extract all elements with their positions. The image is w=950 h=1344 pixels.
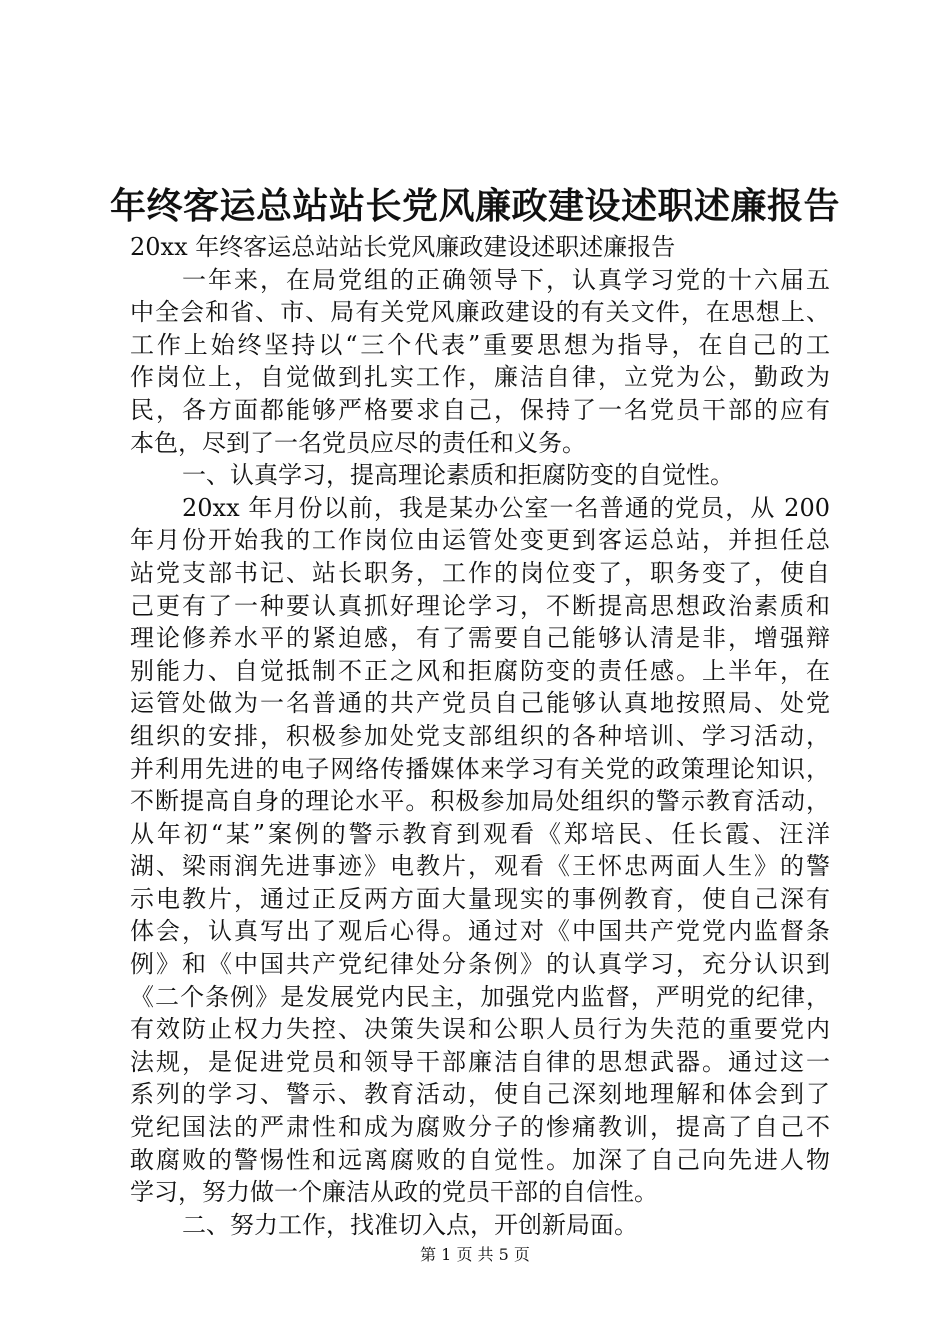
text-line: 敢腐败的警惕性和远离腐败的自觉性。加深了自己向先进人物 (130, 1145, 830, 1174)
text-line: 组织的安排，积极参加处党支部组织的各种培训、学习活动， (130, 721, 830, 750)
text-line: 从年初“某”案例的警示教育到观看《郑培民、任长霞、汪洋 (130, 819, 830, 848)
text-line: 站党支部书记、站长职务，工作的岗位变了，职务变了，使自 (130, 558, 830, 587)
text-line: 不断提高自身的理论水平。积极参加局处组织的警示教育活动， (130, 787, 830, 816)
text-line: 湖、梁雨润先进事迹》电教片，观看《王怀忠两面人生》的警 (130, 852, 830, 881)
text-line: 运管处做为一名普通的共产党员自己能够认真地按照局、处党 (130, 689, 830, 718)
text-line: 有效防止权力失控、决策失误和公职人员行为失范的重要党内 (130, 1015, 830, 1044)
document-title: 年终客运总站站长党风廉政建设述职述廉报告 (109, 185, 840, 227)
text-line: 《二个条例》是发展党内民主，加强党内监督，严明党的纪律， (130, 982, 830, 1011)
text-line: 一年来，在局党组的正确领导下，认真学习党的十六届五 (182, 265, 830, 294)
text-line: 体会，认真写出了观后心得。通过对《中国共产党党内监督条 (130, 917, 830, 946)
document-body (130, 231, 830, 1241)
text-line: 系列的学习、警示、教育活动，使自己深刻地理解和体会到了 (130, 1080, 830, 1109)
section-heading-2 (130, 1209, 830, 1242)
text-line: 民，各方面都能够严格要求自己，保持了一名党员干部的应有 (130, 395, 830, 424)
text-line: 己更有了一种要认真抓好理论学习，不断提高思想政治素质和 (130, 591, 830, 620)
text-line: 别能力、自觉抵制不正之风和拒腐防变的责任感。上半年，在 (130, 656, 830, 685)
text-line: 学习，努力做一个廉洁从政的党员干部的自信性。 (130, 1178, 658, 1207)
text-line: 理论修养水平的紧迫感，有了需要自己能够认清是非，增强辩 (130, 624, 830, 653)
text-line: 并利用先进的电子网络传播媒体来学习有关党的政策理论知识， (130, 754, 830, 783)
document-subtitle (130, 231, 830, 264)
text-line: 中全会和省、市、局有关党风廉政建设的有关文件，在思想上、 (130, 298, 830, 327)
text-line: 工作上始终坚持以“三个代表”重要思想为指导，在自己的工 (130, 330, 830, 359)
text-line: 本色，尽到了一名党员应尽的责任和义务。 (130, 428, 586, 457)
subtitle-line: 20xx 年终客运总站站长党风廉政建设述职述廉报告 (130, 233, 676, 261)
paragraph-intro (130, 264, 830, 460)
text-line: 示电教片，通过正反两方面大量现实的事例教育，使自己深有 (130, 884, 830, 913)
heading-line: 二、努力工作，找准切入点，开创新局面。 (182, 1210, 638, 1239)
text-line: 年月份开始我的工作岗位由运管处变更到客运总站，并担任总 (130, 526, 830, 555)
text-line: 例》和《中国共产党纪律处分条例》的认真学习，充分认识到 (130, 950, 830, 979)
text-line: 党纪国法的严肃性和成为腐败分子的惨痛教训，提高了自己不 (130, 1113, 830, 1142)
text-line: 法规，是促进党员和领导干部廉洁自律的思想武器。通过这一 (130, 1047, 830, 1076)
text-line: 20xx 年月份以前，我是某办公室一名普通的党员，从 200 (182, 493, 830, 522)
paragraph-study (130, 492, 830, 1209)
page-number-footer: 第 1 页 共 5 页 (420, 1245, 530, 1264)
section-heading-1 (130, 459, 830, 492)
text-line: 作岗位上，自觉做到扎实工作，廉洁自律，立党为公，勤政为 (130, 363, 830, 392)
heading-line: 一、认真学习，提高理论素质和拒腐防变的自觉性。 (182, 461, 734, 490)
